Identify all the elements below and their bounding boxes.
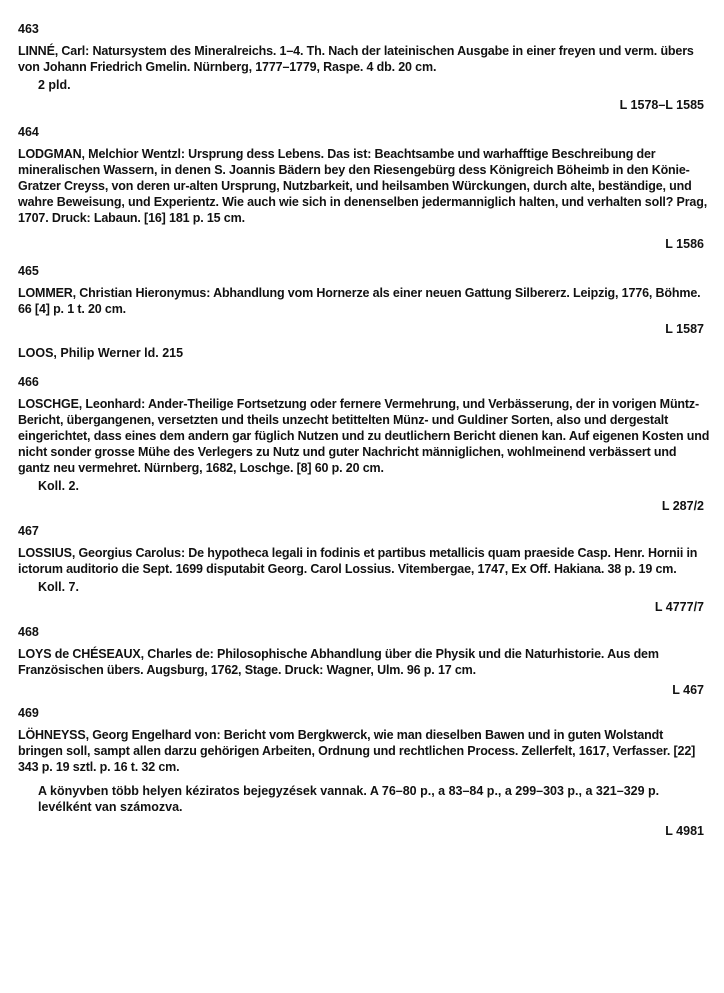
entry-description bbox=[18, 727, 710, 775]
entry-signature: L 4981 bbox=[665, 824, 704, 838]
cross-reference: LOOS, Philip Werner ld. 215 bbox=[18, 346, 184, 360]
entry-signature: L 467 bbox=[672, 683, 704, 697]
entry-note: Koll. 7. bbox=[38, 580, 79, 594]
entry-number: 468 bbox=[18, 625, 39, 639]
entry-number: 467 bbox=[18, 524, 39, 538]
entry-body: , Christian Hieronymus: Abhandlung vom Hornerze als einer neuen Gattung Silbererz. Leipzig, 1776, Böhme. 66 [4] p. 1 t. 20 cm. bbox=[18, 286, 701, 316]
entry-description bbox=[18, 646, 710, 678]
entry-author: LOYS de CHÉSEAUX bbox=[18, 647, 141, 661]
entry-signature: L 1586 bbox=[665, 237, 704, 251]
catalog-entry bbox=[18, 22, 710, 113]
entry-signature: L 4777/7 bbox=[654, 600, 704, 614]
entry-description bbox=[18, 285, 710, 317]
entry-author: LOSSIUS bbox=[18, 546, 72, 560]
catalog-entry bbox=[18, 524, 710, 615]
entry-number: 465 bbox=[18, 264, 39, 278]
entry-note: Koll. 2. bbox=[38, 479, 79, 493]
entry-signature: L 1587 bbox=[665, 322, 704, 336]
entry-description bbox=[18, 396, 710, 476]
entry-author: LOMMER bbox=[18, 286, 73, 300]
entry-description bbox=[18, 146, 710, 226]
catalog-entry bbox=[18, 625, 710, 698]
entry-body: , Leonhard: Ander-Theilige Fortsetzung oder fernere Vermehrung, und Verbässerung, der in vorigen Müntz-Bericht, übergangenen, versetzten und theils unzecht betittelten Münz- und Guldiner Sorten, also und dergestalt eingerichtet, dass eines dem andern gar füglich Nutzen und zu deutlichern Bericht dienen kan. Auf eigenen Kosten und nicht sonder grosse Mühe des Verlegers zu Nutz und guter Nachricht männiglichen, wohlmeinend verbässert und gantz neu vermehret. Nürnberg, 1682, Loschge. [8] 60 p. 20 cm. bbox=[18, 397, 710, 475]
entry-body: , Charles de: Philosophische Abhandlung über die Physik und die Naturhistorie. Aus dem Französischen übers. Augsburg, 1762, Stage. Druck: Wagner, Ulm. 96 p. 17 cm. bbox=[18, 647, 659, 677]
catalog-entry bbox=[18, 706, 710, 839]
entry-body: , Georgius Carolus: De hypotheca legali in fodinis et partibus metallicis quam praeside Casp. Henr. Hornii in ictorum auditorio die Sept. 1699 disputabit Georg. Carol Lossius. Vitembergae, 1747, Ex Off. Hakiana. 38 p. 19 cm. bbox=[18, 546, 698, 576]
entry-body: , Carl: Natursystem des Mineralreichs. 1–4. Th. Nach der lateinischen Ausgabe in einer freyen und verm. übers von Johann Friedrich Gmelin. Nürnberg, 1777–1779, Raspe. 4 db. 20 cm. bbox=[18, 44, 694, 74]
catalog-entry bbox=[18, 125, 710, 252]
entry-number: 463 bbox=[18, 22, 39, 36]
entry-author: LINNÉ bbox=[18, 44, 55, 58]
entry-body: , Georg Engelhard von: Bericht vom Bergkwerck, wie man dieselben Bawen und in guten Wolstandt bringen soll, sampt allen darzu gehörigen Arbeiten, Ordnung und rechtlichen Process. Zellerfelt, 1617, Verfasser. [22] 343 p. 19 sztl. p. 16 t. 32 cm. bbox=[18, 728, 696, 774]
catalog-entry bbox=[18, 264, 710, 337]
entry-author: LOSCHGE bbox=[18, 397, 79, 411]
entry-description bbox=[18, 545, 710, 577]
entry-number: 464 bbox=[18, 125, 39, 139]
entry-author: LÖHNEYSS bbox=[18, 728, 86, 742]
entry-description bbox=[18, 43, 710, 75]
entry-signature: L 287/2 bbox=[661, 499, 704, 513]
entry-body: , Melchior Wentzl: Ursprung dess Lebens. Das ist: Beachtsambe und warhafftige Beschreibung der mineralischen Wassern, in denen S. Joannis Bädern bey den Riesengebürg dess Königreich Böheimb in den Könie-Gratzer Creyss, von deren ur-alten Ursprung, Nutzbarkeit, und heilsamben Würckungen, durch alte, beständige, und wahre Beweisung, und Experientz. Wie auch wie sich in denenselben jedermanniglich halten, und verhalten soll? Prag, 1707. Druck: Labaun. [16] 181 p. 15 cm. bbox=[18, 147, 708, 225]
entry-note: A könyvben több helyen kéziratos bejegyzések vannak. A 76–80 p., a 83–84 p., a 299–303 p., a 321–329 p. levélként van számozva. bbox=[38, 784, 660, 814]
entry-number: 469 bbox=[18, 706, 39, 720]
catalog-entry bbox=[18, 375, 710, 514]
entry-signature: L 1578–L 1585 bbox=[619, 98, 704, 112]
entry-note: 2 pld. bbox=[38, 78, 71, 92]
entry-author: LODGMAN bbox=[18, 147, 82, 161]
entry-number: 466 bbox=[18, 375, 39, 389]
